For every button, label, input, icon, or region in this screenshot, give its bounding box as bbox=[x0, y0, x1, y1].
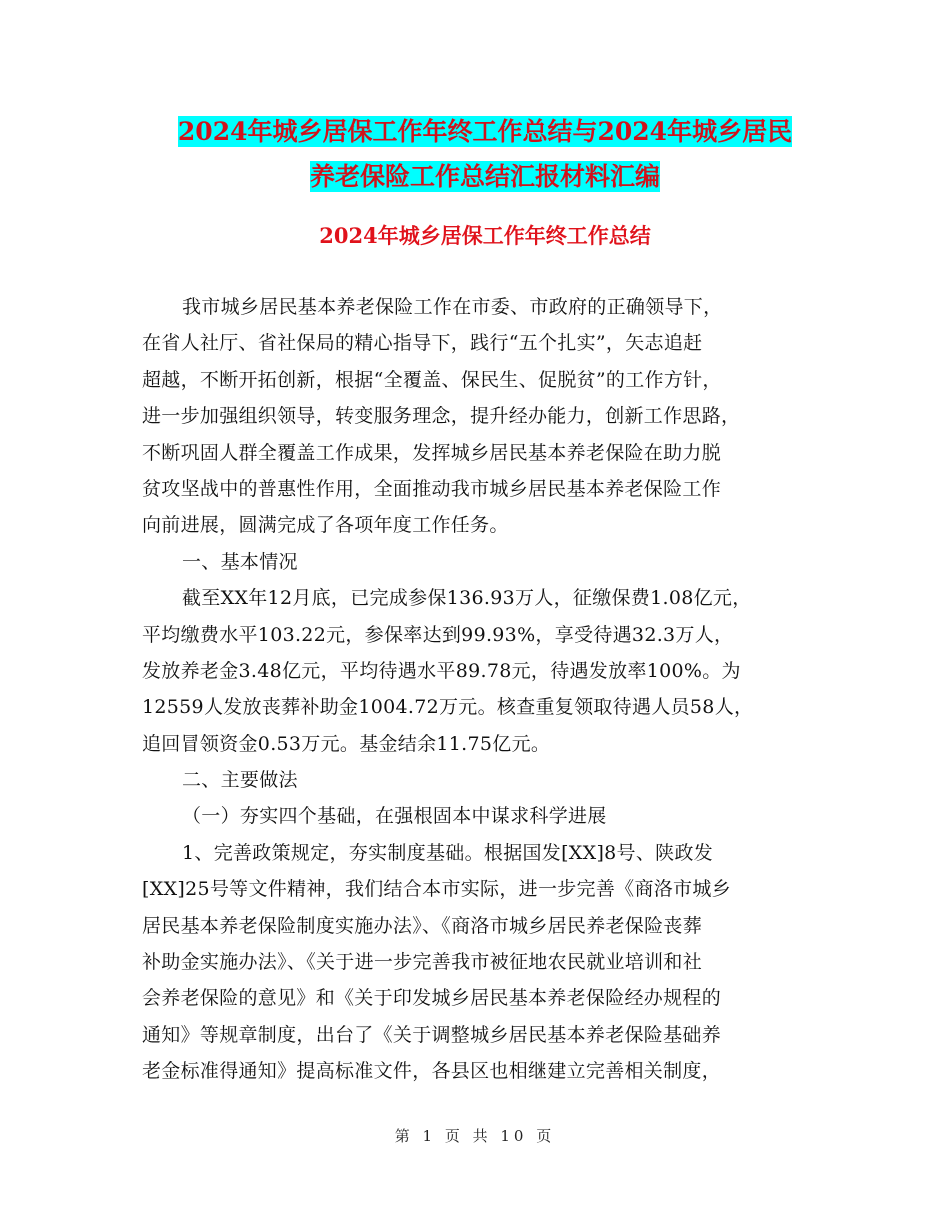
body-line: 发放养老金3.48亿元，平均待遇水平89.78元，待遇发放率100%。为 bbox=[142, 659, 741, 682]
body-line: 向前进展，圆满完成了各项年度工作任务。 bbox=[142, 514, 509, 537]
body-line: 超越，不断开拓创新，根据“全覆盖、保民生、促脱贫”的工作方针， bbox=[142, 368, 722, 391]
section-title: 2024年城乡居保工作年终工作总结 bbox=[319, 223, 651, 248]
body-line: 我市城乡居民基本养老保险工作在市委、市政府的正确领导下， bbox=[182, 296, 723, 318]
heading-basic-situation: 一、基本情况 bbox=[182, 550, 298, 573]
body-line: 截至XX年12月底，已完成参保136.93万人，征缴保费1.08亿元， bbox=[182, 587, 752, 610]
subheading-four-foundations: （一）夯实四个基础，在强根固本中谋求科学进展 bbox=[182, 805, 607, 828]
document-title-line-2: 养老保险工作总结汇报材料汇编 bbox=[309, 162, 660, 191]
body-line: 不断巩固人群全覆盖工作成果，发挥城乡居民基本养老保险在助力脱 bbox=[142, 441, 722, 464]
heading-main-practices: 二、主要做法 bbox=[182, 769, 298, 792]
body-line: 贫攻坚战中的普惠性作用，全面推动我市城乡居民基本养老保险工作 bbox=[142, 477, 722, 500]
body-line: 平均缴费水平103.22元，参保率达到99.93%，享受待遇32.3万人， bbox=[142, 623, 734, 646]
body-line: 1、完善政策规定，夯实制度基础。根据国发[XX]8号、陕政发 bbox=[182, 841, 714, 864]
body-line: 12559人发放丧葬补助金1004.72万元。核查重复领取待遇人员58人， bbox=[142, 696, 754, 719]
body-line: 会养老保险的意见》和《关于印发城乡居民基本养老保险经办规程的 bbox=[142, 987, 722, 1010]
body-line: 进一步加强组织领导，转变服务理念，提升经办能力，创新工作思路， bbox=[142, 405, 741, 428]
body-line: 追回冒领资金0.53万元。基金结余11.75亿元。 bbox=[142, 732, 551, 755]
body-line: 在省人社厅、省社保局的精心指导下，践行“五个扎实”，矢志追赶 bbox=[142, 332, 703, 355]
body-line: 居民基本养老保险制度实施办法》、《商洛市城乡居民养老保险丧葬 bbox=[142, 914, 703, 937]
body-line: 补助金实施办法》、《关于进一步完善我市被征地农民就业培训和社 bbox=[142, 951, 703, 974]
body-line: 通知》等规章制度，出台了《关于调整城乡居民基本养老保险基础养 bbox=[142, 1023, 722, 1046]
document-title-line-1: 2024年城乡居保工作年终工作总结与2024年城乡居民 bbox=[177, 117, 793, 146]
body-line: [XX]25号等文件精神，我们结合本市实际，进一步完善《商洛市城乡 bbox=[142, 878, 731, 901]
body-line: 老金标准得通知》提高标准文件，各县区也相继建立完善相关制度， bbox=[142, 1060, 722, 1083]
body-text bbox=[142, 289, 842, 1090]
page-footer: 第 1 页 共 10 页 bbox=[394, 1127, 556, 1145]
